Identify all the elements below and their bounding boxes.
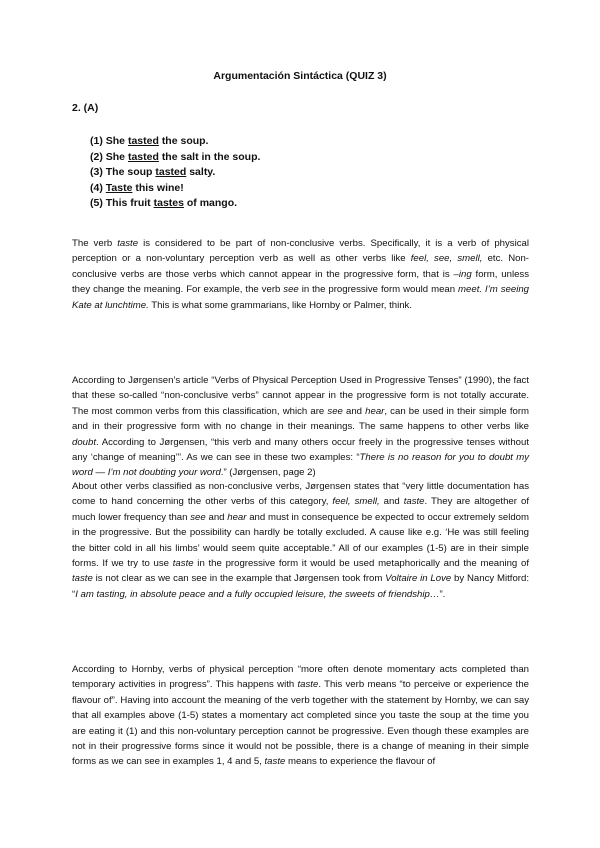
text-run: About other verbs classified as non-conclusive verbs, Jørgensen states that “very little documentation has come to hand concerning the other verbs of this category, [72, 481, 529, 508]
text-run: . This verb means “to perceive or experience the flavour of”. Having into account the meaning of the verb together with the statement by Hornby, we can say that all examples above (1-5) states a momentary act completed since you taste the soup at the time you are eating it (1) and this non-voluntary perception cannot be progressive. Even though these examples are not in their progressive forms since it would not be possible, there is a change of meaning in their simple forms as we can see in examples 1, 4 and 5, [72, 679, 529, 768]
text-run: in the progressive form it would be used metaphorically and the meaning of [193, 558, 529, 570]
emphasis-text: feel, smell, [332, 496, 380, 508]
paragraph-4 [72, 662, 529, 770]
text-run: is not clear as we can see in the example that Jørgensen took from [92, 573, 386, 585]
emphasis-text: taste [403, 496, 425, 508]
emphasis-text: doubt [72, 436, 97, 448]
emphasis-text: taste [172, 558, 194, 570]
emphasis-text: hear [227, 511, 247, 523]
paragraph-1 [72, 236, 529, 313]
emphasis-text: taste [117, 238, 139, 249]
example-item: (3) The soup tasted salty. [90, 166, 216, 178]
emphasis-text: see [327, 405, 343, 417]
emphasis-text: see [283, 284, 299, 296]
text-run: form, unless they change the meaning. For example, the verb [72, 268, 530, 296]
example-item: (1) She tasted the soup. [90, 135, 209, 147]
example-item: (4) Taste this wine! [90, 181, 184, 194]
text-run: . They are altogether of much lower frequency than [72, 496, 529, 523]
text-run: According to Hornby, verbs of physical perception “more often denote momentary acts completed than temporary activities in progress”. This happens with [72, 664, 529, 691]
text-run: and must in consequence be expected to occur extremely seldom in the progressive. But the possibility can hardly be totally excluded. A cause like e.g. ‘He was still feeling the bitter cold in all his limbs’ would seem quite acceptable.” All of our examples (1-5) are in their simple forms. If we try to use [72, 511, 529, 570]
text-run: , can be used in their simple form and in their progressive form with no change in their meanings. The same happens to other verbs like [72, 405, 530, 433]
emphasis-text: hear [365, 405, 385, 417]
example-item: (2) She tasted the salt in the soup. [90, 150, 261, 163]
emphasis-text: taste [72, 573, 93, 585]
text-run: . According to Jørgensen, “this verb and many others occur freely in the progressive tenses without any ‘change of meaning’”. As we can see in these two examples: “ [72, 436, 529, 464]
text-run: is considered to be part of non-conclusive verbs. Specifically, it is a verb of physical perception or a non-voluntary perception verb as well as other verbs like [72, 238, 529, 265]
emphasis-text: taste [297, 679, 319, 691]
text-run: This is what some grammarians, like Hornby or Palmer, think. [148, 299, 413, 311]
emphasis-text: Voltaire in Love [385, 573, 452, 585]
paragraph-3 [72, 479, 529, 602]
example-list [90, 134, 260, 212]
emphasis-text: –ing [453, 268, 472, 280]
emphasis-text: meet. I’m seeing Kate at lunchtime. [72, 284, 529, 311]
question-number: 2. (A) [72, 102, 99, 114]
text-run: means to experience the flavour of [285, 756, 436, 768]
text-run: According to Jørgensen’s article “Verbs of Physical Perception Used in Progressive Tenses” (1990), the fact that these so-called “non-conclusive verbs” cannot appear in the progressive form is not totally accurate. The most common verbs from this classification, which are [72, 375, 529, 417]
document-title: Argumentación Sintáctica (QUIZ 3) [213, 70, 387, 82]
text-run: and [205, 511, 228, 523]
text-run: The verb [72, 238, 118, 249]
emphasis-text: There is no reason for you to doubt my word — I’m not doubting your word [72, 452, 529, 479]
text-run: and [342, 405, 366, 417]
emphasis-text: taste [264, 756, 286, 768]
emphasis-text: feel, see, smell, [410, 253, 483, 265]
text-run: and [379, 496, 404, 508]
paragraph-2 [72, 373, 529, 481]
text-run: by Nancy Mitford: “ [72, 573, 529, 600]
emphasis-text: I am tasting, in absolute peace and a fully occupied leisure, the sweets of friendship… [75, 588, 440, 600]
emphasis-text: see [190, 511, 206, 523]
text-run: .” (Jørgensen, page 2) [220, 467, 316, 479]
text-run: ”. [439, 588, 446, 600]
example-item: (5) This fruit tastes of mango. [90, 197, 238, 209]
text-run: in the progressive form would mean [298, 284, 459, 296]
text-run: etc. Non-conclusive verbs are those verbs which cannot appear in the progressive form, that is [72, 253, 529, 280]
